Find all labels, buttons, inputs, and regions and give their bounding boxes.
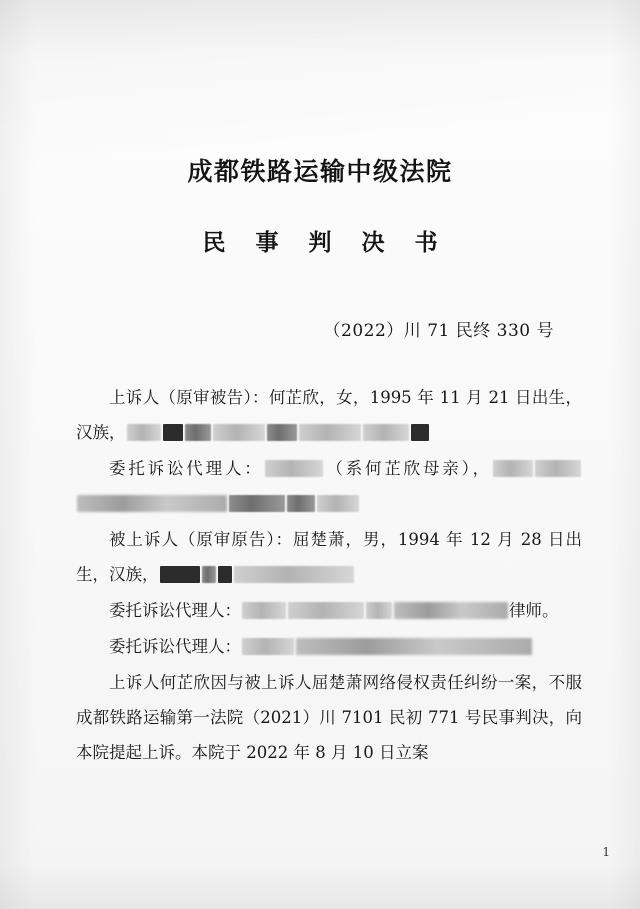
redacted-text-block xyxy=(242,602,286,619)
scan-shadow-top xyxy=(0,0,640,60)
redacted-text-block xyxy=(394,602,508,619)
redacted-text-block xyxy=(77,495,227,512)
redacted-text-block xyxy=(234,566,354,583)
redacted-text-block xyxy=(287,495,315,512)
redacted-text-block xyxy=(493,460,533,477)
scan-shadow-right xyxy=(610,0,640,909)
scan-shadow-bottom xyxy=(0,861,640,909)
redacted-text-block xyxy=(218,566,232,583)
case-number: （2022）川 71 民终 330 号 xyxy=(323,321,554,341)
redacted-text-block xyxy=(229,495,285,512)
redacted-text-block xyxy=(185,424,211,441)
document-body xyxy=(76,380,582,771)
redacted-text-block xyxy=(202,566,216,583)
redacted-text-block xyxy=(213,424,265,441)
redacted-text-block xyxy=(299,424,361,441)
redacted-text-block xyxy=(265,460,323,477)
scan-shadow-left xyxy=(0,0,36,909)
redacted-text-block xyxy=(366,602,392,619)
page-number: 1 xyxy=(602,845,610,859)
redacted-text-block xyxy=(160,566,200,583)
redacted-text-block xyxy=(363,424,409,441)
paragraph-case-summary: 上诉人何芷欣因与被上诉人屈楚萧网络侵权责任纠纷一案，不服成都铁路运输第一法院（2021）川 7101 民初 771 号民事判决，向本院提起上诉。本院于 2022 年 8 月 10 日立案 xyxy=(76,673,582,762)
redacted-text-block xyxy=(242,638,294,655)
paragraph-appellee-agent-1: 委托诉讼代理人： 律师。 xyxy=(109,601,559,620)
redacted-text-block xyxy=(163,424,183,441)
paragraph-appellee: 被上诉人（原审原告）：屈楚萧，男，1994 年 12 月 28 日出生，汉族， xyxy=(76,530,582,584)
paragraph-appellant: 上诉人（原审被告）：何芷欣，女，1995 年 11 月 21 日出生，汉族， xyxy=(76,388,582,442)
paragraph-appellee-agent-2: 委托诉讼代理人： xyxy=(76,629,582,664)
redacted-text-block xyxy=(288,602,364,619)
redacted-text-block xyxy=(411,424,429,441)
redacted-text-block xyxy=(317,495,359,512)
redacted-text-block xyxy=(296,638,532,655)
court-title: 成都铁路运输中级法院 xyxy=(187,157,453,186)
redacted-text-block xyxy=(127,424,161,441)
document-type-title: 民 事 判 决 书 xyxy=(202,229,449,256)
redacted-text-block xyxy=(267,424,297,441)
redacted-text-block xyxy=(535,460,581,477)
paragraph-appellant-agent: 委托诉讼代理人： （系何芷欣母亲）， xyxy=(76,451,582,521)
